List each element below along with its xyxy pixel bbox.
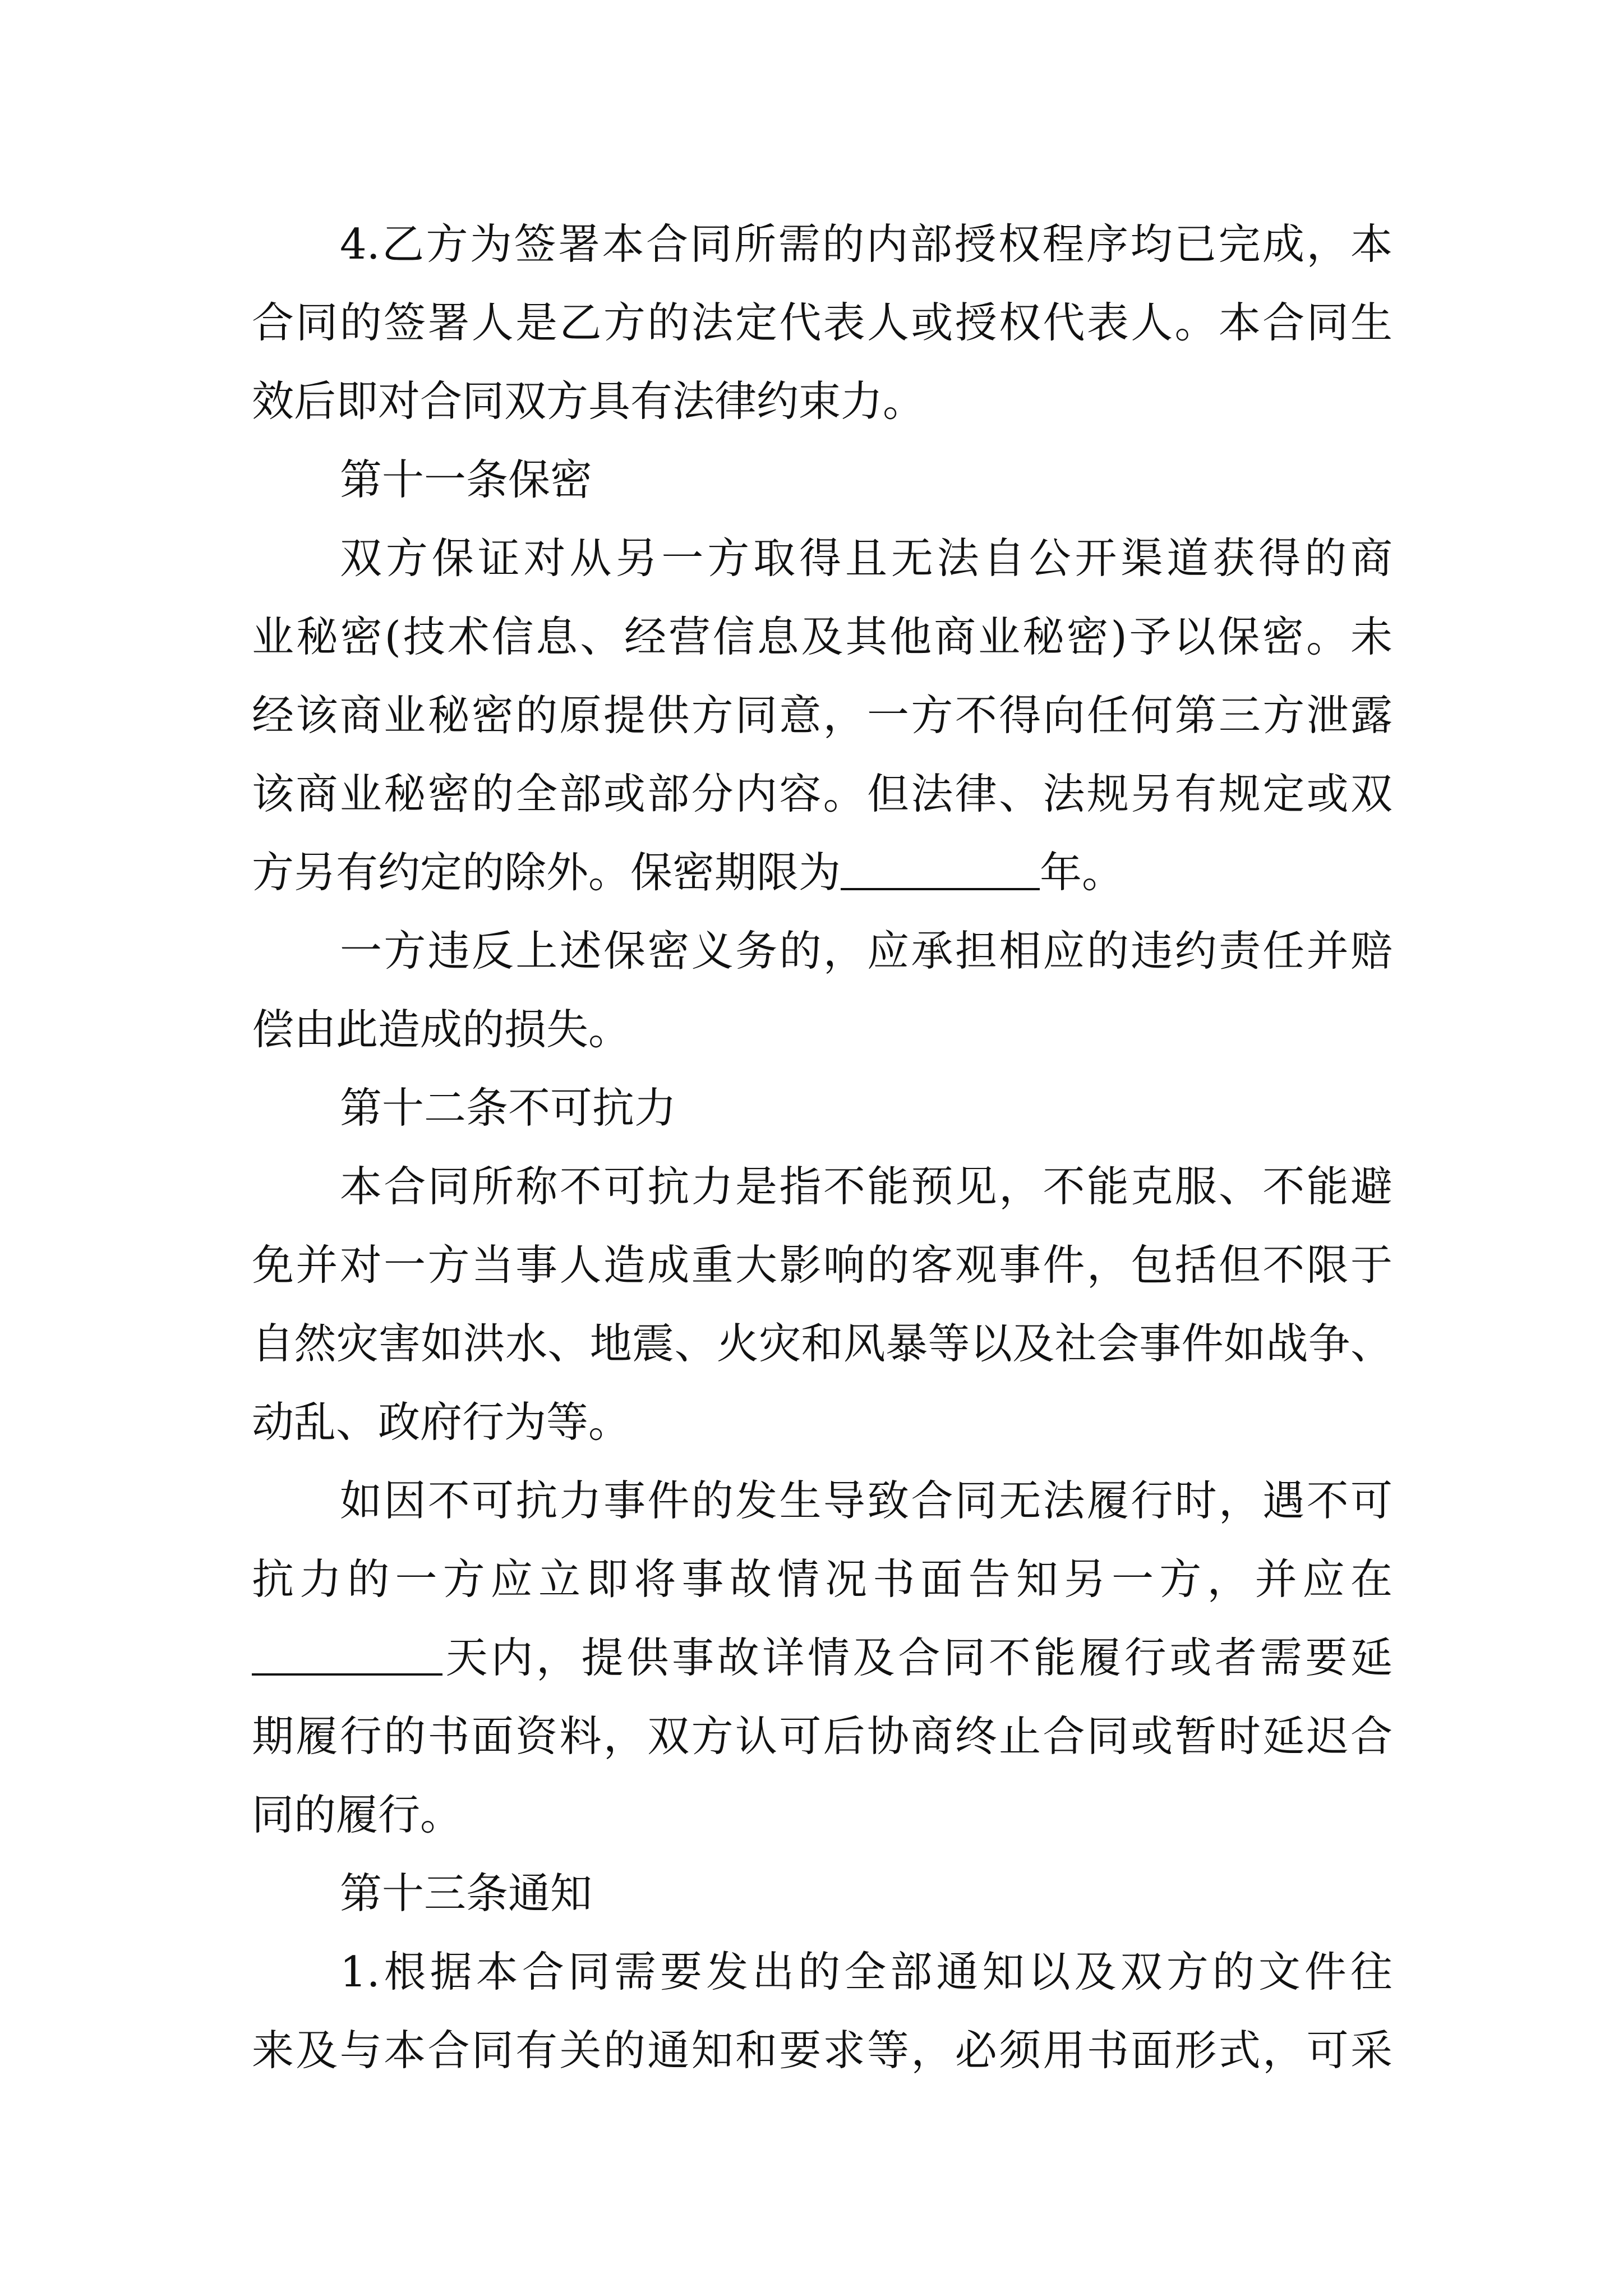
fill-in-blank[interactable] xyxy=(841,848,1040,890)
paragraph-line: 期履行的书面资料，双方认可后协商终止合同或暂时延迟合 xyxy=(252,1711,1393,1761)
paragraph-line xyxy=(252,1618,1393,1697)
paragraph-line: 动乱、政府行为等。 xyxy=(252,1397,631,1447)
paragraph-line: 该商业秘密的全部或部分内容。但法律、法规另有规定或双 xyxy=(252,769,1393,818)
paragraph-line: 免并对一方当事人造成重大影响的客观事件，包括但不限于 xyxy=(252,1240,1393,1290)
paragraph-line: 合同的签署人是乙方的法定代表人或授权代表人。本合同生 xyxy=(252,298,1393,347)
article-heading: 第十二条不可抗力 xyxy=(340,1083,677,1133)
text-segment: 天内，提供事故详情及合同不能履行或者需要延 xyxy=(442,1633,1393,1682)
fill-in-blank[interactable] xyxy=(252,1633,442,1676)
paragraph-line: 本合同所称不可抗力是指不能预见，不能克服、不能避 xyxy=(340,1162,1393,1211)
text-segment: 年。 xyxy=(1040,848,1124,897)
paragraph-line: 如因不可抗力事件的发生导致合同无法履行时，遇不可 xyxy=(340,1476,1393,1525)
paragraph-line: 来及与本合同有关的通知和要求等，必须用书面形式，可采 xyxy=(252,2026,1393,2075)
article-heading: 第十三条通知 xyxy=(340,1869,593,1918)
text-segment: 方另有约定的除外。保密期限为 xyxy=(252,848,841,897)
paragraph-line: 偿由此造成的损失。 xyxy=(252,1005,631,1054)
paragraph-line: 同的履行。 xyxy=(252,1790,463,1839)
paragraph-line: 抗力的一方应立即将事故情况书面告知另一方，并应在 xyxy=(252,1554,1393,1604)
paragraph-line: 自然灾害如洪水、地震、火灾和风暴等以及社会事件如战争、 xyxy=(252,1319,1393,1368)
paragraph-line: 经该商业秘密的原提供方同意，一方不得向任何第三方泄露 xyxy=(252,691,1393,740)
paragraph-line: 4.乙方为签署本合同所需的内部授权程序均已完成，本 xyxy=(340,219,1393,269)
article-heading: 第十一条保密 xyxy=(340,455,593,504)
paragraph-line: 1.根据本合同需要发出的全部通知以及双方的文件往 xyxy=(340,1947,1393,1996)
paragraph-line: 双方保证对从另一方取得且无法自公开渠道获得的商 xyxy=(340,533,1393,583)
paragraph-line xyxy=(252,833,1393,912)
paragraph-line: 业秘密(技术信息、经营信息及其他商业秘密)予以保密。未 xyxy=(252,612,1393,661)
paragraph-line: 效后即对合同双方具有法律约束力。 xyxy=(252,376,925,426)
paragraph-line: 一方违反上述保密义务的，应承担相应的违约责任并赔 xyxy=(340,926,1393,976)
